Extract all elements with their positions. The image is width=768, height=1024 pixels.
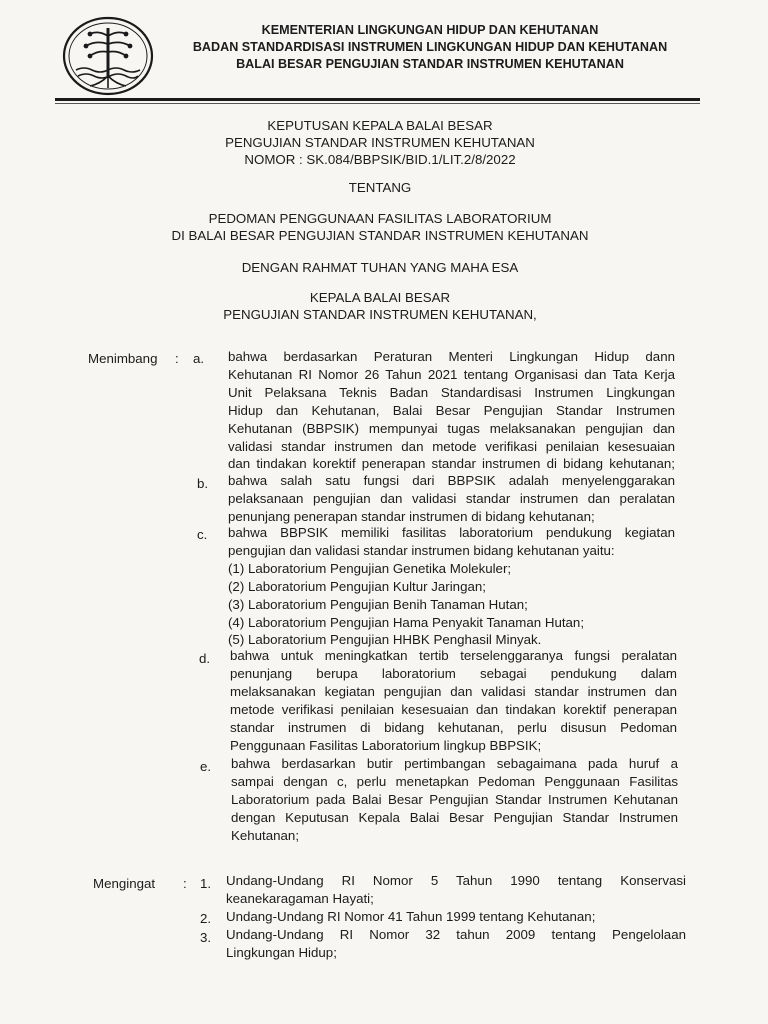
paragraph-line: standar instrumen di bidang kehutanan, perlu disusun Pedoman <box>230 719 677 735</box>
mengingat-label: Mengingat <box>93 876 156 891</box>
item-marker: b. <box>197 476 209 491</box>
subject-line: PEDOMAN PENGGUNAAN FASILITAS LABORATORIUM <box>208 211 552 226</box>
mengingat-item-3 <box>226 926 686 962</box>
menimbang-item-c <box>228 524 675 649</box>
paragraph-line: pelaksanaan pengujian dan validasi standar instrumen dan peralatan <box>228 490 675 506</box>
paragraph-line: Undang-Undang RI Nomor 5 Tahun 1990 tentang Konservasi <box>226 873 686 888</box>
subject-line: DI BALAI BESAR PENGUJIAN STANDAR INSTRUMEN KEHUTANAN <box>171 228 589 243</box>
official-title-line: KEPALA BALAI BESAR <box>309 290 451 305</box>
lab-list-item: (5) Laboratorium Pengujian HHBK Penghasil Minyak. <box>228 632 542 648</box>
menimbang-label: Menimbang <box>88 351 158 366</box>
lab-list-item: (3) Laboratorium Pengujian Benih Tanaman Hutan; <box>228 596 528 612</box>
office-name: BALAI BESAR PENGUJIAN STANDAR INSTRUMEN KEHUTANAN <box>236 57 624 71</box>
item-marker: 1. <box>200 876 212 891</box>
decree-subject <box>110 210 650 244</box>
item-marker: a. <box>193 351 205 366</box>
letterhead-divider <box>55 98 700 101</box>
decree-number: NOMOR : SK.084/BBPSIK/BID.1/LIT.2/8/2022 <box>244 152 516 167</box>
paragraph-line: Hidup dan Kehutanan, Balai Besar Pengujian Standar Instrumen <box>228 402 675 418</box>
paragraph-line: sampai dengan c, perlu menetapkan Pedoman Penggunaan Fasilitas <box>231 773 678 789</box>
blessing-text: DENGAN RAHMAT TUHAN YANG MAHA ESA <box>241 260 519 275</box>
menimbang-colon: : <box>175 351 179 366</box>
item-marker: 2. <box>200 911 212 926</box>
menimbang-item-e <box>231 755 678 845</box>
decree-title-line: PENGUJIAN STANDAR INSTRUMEN KEHUTANAN <box>225 135 535 150</box>
lab-list-item: (1) Laboratorium Pengujian Genetika Molekuler; <box>228 560 512 576</box>
paragraph-line: pengujian dan validasi standar instrumen bidang kehutanan yaitu: <box>228 542 615 558</box>
paragraph-line: Undang-Undang RI Nomor 32 tahun 2009 tentang Pengelolaan <box>226 927 686 942</box>
letterhead <box>170 22 690 73</box>
paragraph-line: Penggunaan Fasilitas Laboratorium lingkup BBPSIK; <box>230 737 542 753</box>
paragraph-line: Undang-Undang RI Nomor 41 Tahun 1999 tentang Kehutanan; <box>226 909 596 924</box>
paragraph-line: bahwa BBPSIK memiliki fasilitas laboratorium pendukung kegiatan <box>228 525 675 540</box>
paragraph-line: Lingkungan Hidup; <box>226 944 337 960</box>
menimbang-item-a <box>228 348 675 473</box>
official-title-line: PENGUJIAN STANDAR INSTRUMEN KEHUTANAN, <box>223 307 537 322</box>
agency-name: BADAN STANDARDISASI INSTRUMEN LINGKUNGAN HIDUP DAN KEHUTANAN <box>192 40 668 54</box>
paragraph-line: Kehutanan RI Nomor 26 Tahun 2021 tentang Organisasi dan Tata Kerja <box>228 366 675 382</box>
mengingat-colon: : <box>183 876 187 891</box>
paragraph-line: dan tindakan korektif penerapan standar instrumen di bidang kehutanan; <box>228 456 675 472</box>
paragraph-line: Kehutanan (BBPSIK) mempunyai tugas melaksanakan pengujian dan <box>228 420 675 436</box>
mengingat-item-2 <box>226 908 686 926</box>
menimbang-item-d <box>230 647 677 754</box>
mengingat-item-1 <box>226 872 686 908</box>
item-marker: 3. <box>200 930 212 945</box>
item-marker: d. <box>199 651 211 666</box>
menimbang-item-b <box>228 472 675 526</box>
ministry-name: KEMENTERIAN LINGKUNGAN HIDUP DAN KEHUTANAN <box>261 23 599 37</box>
paragraph-line: Kehutanan; <box>231 827 300 843</box>
paragraph-line: metode verifikasi penilaian kesesuaian dan tindakan korektif penerapan <box>230 701 677 717</box>
paragraph-line: Laboratorium pada Balai Besar Pengujian Standar Instrumen Kehutanan <box>231 791 678 807</box>
lab-list-item: (2) Laboratorium Pengujian Kultur Jaringan; <box>228 578 486 594</box>
item-marker: e. <box>200 759 212 774</box>
paragraph-line: melaksanakan kegiatan pengujian dan validasi standar instrumen dan <box>230 683 677 699</box>
paragraph-line: bahwa salah satu fungsi dari BBPSIK adalah menyelenggarakan <box>228 473 675 488</box>
ministry-emblem-logo <box>60 14 156 98</box>
tentang-heading <box>110 179 650 196</box>
paragraph-line: keanekaragaman Hayati; <box>226 890 374 906</box>
paragraph-line: bahwa berdasarkan butir pertimbangan sebagaimana pada huruf a <box>231 756 678 771</box>
blessing <box>110 259 650 276</box>
decree-title <box>110 117 650 168</box>
tentang-text: TENTANG <box>348 180 412 195</box>
paragraph-line: penunjang berupa laboratorium sebagai pendukung dalam <box>230 665 677 681</box>
official-title <box>110 289 650 323</box>
decree-title-line: KEPUTUSAN KEPALA BALAI BESAR <box>267 118 493 133</box>
lab-list-item: (4) Laboratorium Pengujian Hama Penyakit Tanaman Hutan; <box>228 614 585 630</box>
paragraph-line: validasi standar instrumen dan metode verifikasi penilaian kesesuaian <box>228 438 675 454</box>
item-marker: c. <box>197 527 208 542</box>
paragraph-line: bahwa berdasarkan Peraturan Menteri Lingkungan Hidup dann <box>228 349 675 364</box>
paragraph-line: penunjang penerapan standar instrumen di bidang kehutanan; <box>228 508 595 524</box>
paragraph-line: dengan Keputusan Kepala Balai Besar Pengujian Standar Instrumen <box>231 809 678 825</box>
paragraph-line: bahwa untuk meningkatkan tertib terselenggaranya fungsi peralatan <box>230 648 677 663</box>
paragraph-line: Unit Pelaksana Teknis Badan Standardisasi Instrumen Lingkungan <box>228 384 675 400</box>
letterhead-divider-thin <box>55 103 700 104</box>
